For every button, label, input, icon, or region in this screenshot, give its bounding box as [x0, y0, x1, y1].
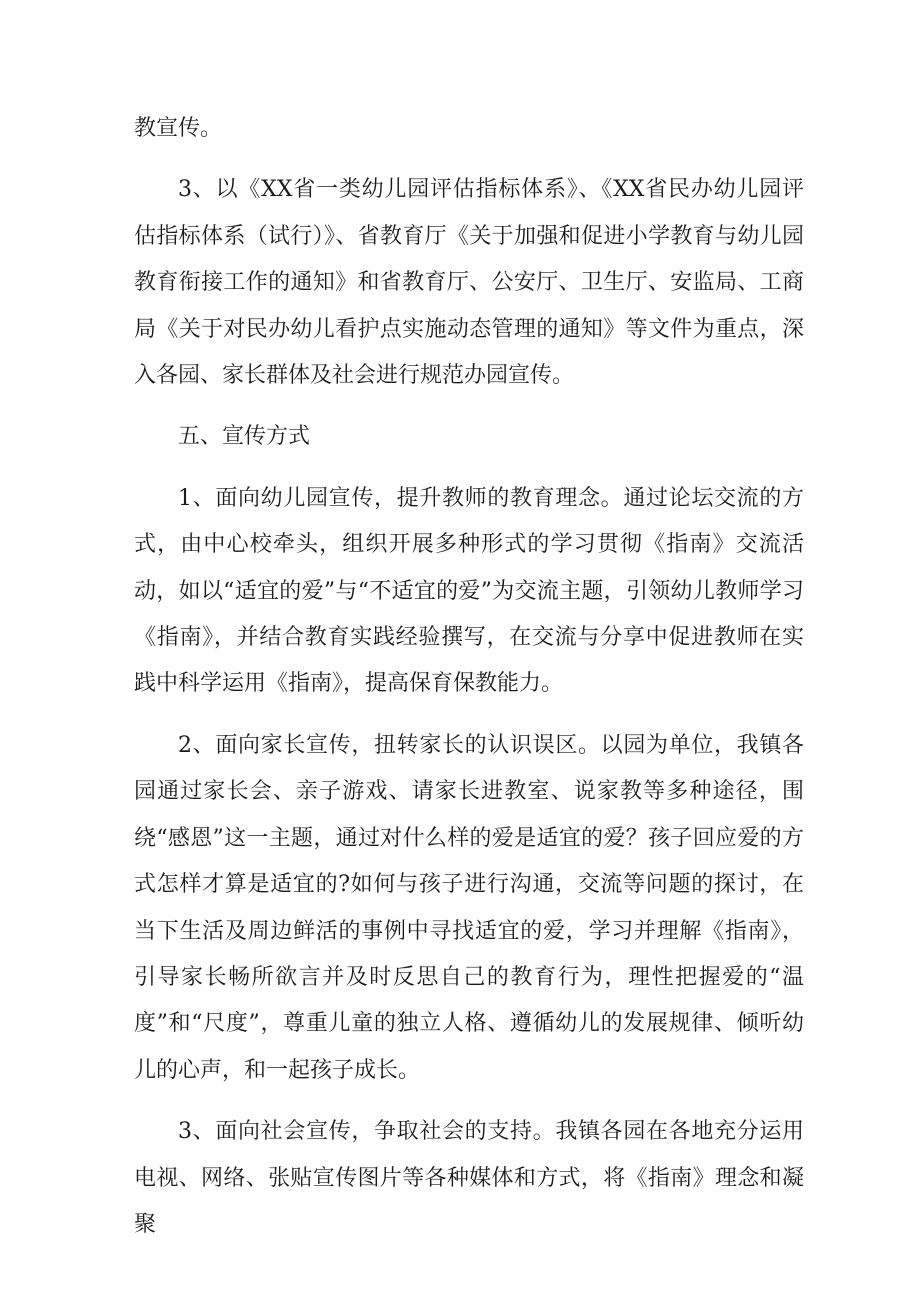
paragraph-item-2-parents: 2、面向家长宣传，扭转家长的认识误区。以园为单位，我镇各园通过家长会、亲子游戏、请家长进教室、说家教等多种途径，围绕“感恩”这一主题，通过对什么样的爱是适宜的爱？孩子回应爱的方式怎样才算是适宜的?如何与孩子进行沟通，交流等问题的探讨，在当下生活及周边鲜活的事例中寻找适宜的爱，学习并理解《指南》，引导家长畅所欲言并及时反思自己的教育行为，理性把握爱的“温度”和“尺度”，尊重儿童的独立人格、遵循幼儿的发展规律、倾听幼儿的心声，和一起孩子成长。 — [134, 732, 804, 1083]
paragraph-item-1-kindergarten: 1、面向幼儿园宣传，提升教师的教育理念。通过论坛交流的方式，由中心校牵头，组织开展多种形式的学习贯彻《指南》交流活动，如以“适宜的爱”与“不适宜的爱”为交流主题，引领幼儿教师学习《指南》，并结合教育实践经验撰写，在交流与分享中促进教师在实践中科学运用《指南》，提高保育保教能力。 — [134, 485, 804, 697]
paragraph-item-3-society: 3、面向社会宣传，争取社会的支持。我镇各园在各地充分运用电视、网络、张贴宣传图片等各种媒体和方式，将《指南》理念和凝聚 — [134, 1119, 804, 1237]
section-heading-publicity-methods: 五、宣传方式 — [178, 424, 311, 450]
paragraph-continuation: 教宣传。 — [134, 116, 223, 141]
document-body — [134, 106, 804, 1248]
paragraph-item-3-documents: 3、以《XX省一类幼儿园评估指标体系》、《XX省民办幼儿园评估指标体系（试行）》、省教育厅《关于加强和促进小学教育与幼儿园教育衔接工作的通知》和省教育厅、公安厅、卫生厅、安监局、工商局《关于对民办幼儿看护点实施动态管理的通知》等文件为重点，深入各园、家长群体及社会进行规范办园宣传。 — [134, 177, 804, 389]
